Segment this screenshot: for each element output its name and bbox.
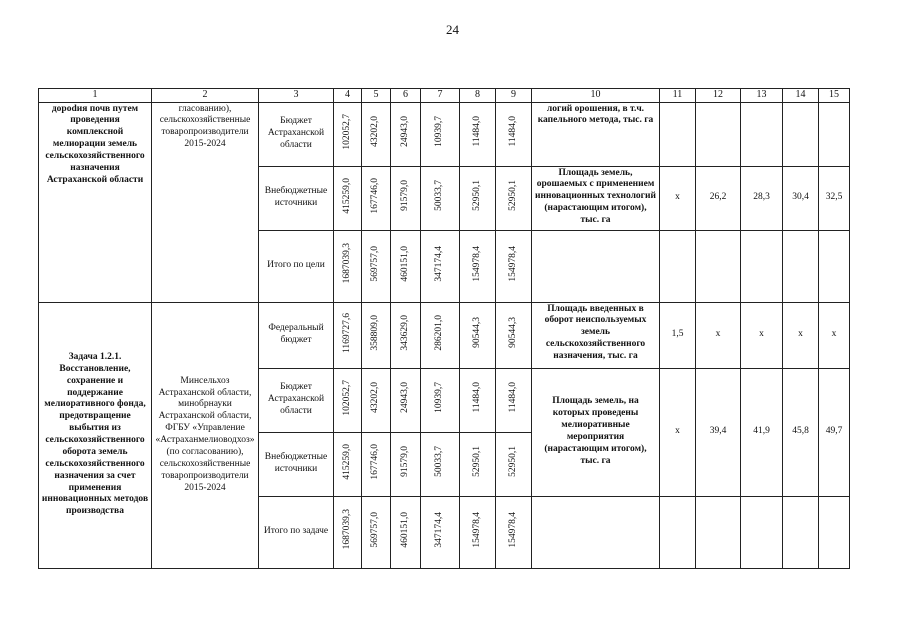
- value-text: 286201,0: [434, 314, 445, 351]
- page-number: 24: [446, 22, 459, 37]
- value-cell: [391, 432, 421, 496]
- source-cell: Бюджет Астраханской области: [259, 102, 334, 166]
- value-cell: [362, 166, 391, 230]
- value-text: 43202,0: [370, 382, 381, 413]
- indicator-value: x: [660, 368, 696, 496]
- value-cell: [362, 368, 391, 432]
- value-text: 154978,4: [471, 245, 482, 282]
- value-text: 52950,1: [507, 180, 518, 211]
- value-cell: [421, 368, 460, 432]
- value-cell: [460, 368, 496, 432]
- value-text: 343629,0: [399, 314, 410, 351]
- indicator-cell: [532, 230, 660, 302]
- source-cell: Внебюджетные источники: [259, 166, 334, 230]
- value-text: 167746,0: [370, 177, 381, 214]
- value-text: 1687039,3: [341, 509, 352, 550]
- value-cell: [391, 102, 421, 166]
- source-cell: Итого по задаче: [259, 496, 334, 568]
- value-text: 91579,0: [399, 446, 410, 477]
- indicator-cell: [532, 496, 660, 568]
- source-cell: Внебюджетные источники: [259, 432, 334, 496]
- value-text: 1169727,6: [341, 312, 352, 353]
- header-row: [39, 89, 850, 103]
- value-cell: [496, 102, 532, 166]
- header-cell: 6: [391, 89, 421, 103]
- value-cell: [421, 166, 460, 230]
- value-text: 460151,0: [399, 245, 410, 282]
- source-cell: Бюджет Астраханской области: [259, 368, 334, 432]
- value-cell: [362, 302, 391, 368]
- header-cell: 13: [741, 89, 783, 103]
- indicator-value: [819, 230, 850, 302]
- value-cell: [334, 496, 362, 568]
- value-text: 358809,0: [370, 314, 381, 351]
- indicator-value: [783, 102, 819, 166]
- indicator-value: 32,5: [819, 166, 850, 230]
- value-text: 1687039,3: [341, 243, 352, 284]
- indicator-value: [783, 496, 819, 568]
- header-cell: 10: [532, 89, 660, 103]
- header-cell: 9: [496, 89, 532, 103]
- value-text: 10939,7: [434, 116, 445, 147]
- header-cell: 15: [819, 89, 850, 103]
- value-text: 52950,1: [471, 180, 482, 211]
- indicator-cell: Площадь введенных в оборот неиспользуемых земель сельскохозяйственного назначения, тыс. га: [532, 302, 660, 368]
- indicator-value: 41,9: [741, 368, 783, 496]
- value-cell: [334, 166, 362, 230]
- value-cell: [460, 302, 496, 368]
- indicator-cell: Площадь земель, на которых проведены мелиоративные мероприятия (нарастающим итогом), тыс. га: [532, 368, 660, 496]
- value-text: 52950,1: [507, 446, 518, 477]
- header-cell: 14: [783, 89, 819, 103]
- indicator-value: [660, 230, 696, 302]
- value-cell: [362, 432, 391, 496]
- value-cell: [421, 496, 460, 568]
- value-text: 11484,0: [507, 116, 518, 147]
- value-text: 415259,0: [341, 443, 352, 480]
- value-text: 154978,4: [507, 245, 518, 282]
- header-cell: 2: [152, 89, 259, 103]
- source-cell: Федеральный бюджет: [259, 302, 334, 368]
- task-cell: Задача 1.2.1. Восстановление, сохранение и поддержание мелиоративного фонда, предотвращение выбытия из сельскохозяйственного оборота земель сельскохозяйственного назначения за счет применения инновационных методов производства: [39, 302, 152, 568]
- value-text: 43202,0: [370, 116, 381, 147]
- value-cell: [496, 432, 532, 496]
- value-text: 50033,7: [434, 446, 445, 477]
- value-cell: [496, 230, 532, 302]
- value-cell: [460, 496, 496, 568]
- value-cell: [460, 166, 496, 230]
- indicator-value: [741, 102, 783, 166]
- header-cell: 8: [460, 89, 496, 103]
- value-cell: [334, 302, 362, 368]
- value-cell: [391, 302, 421, 368]
- executor-cell: Минсельхоз Астраханской области, минобрнауки Астраханской области, ФГБУ «Управление «Астраханмелиоводхоз» (по согласованию), сельскохозяйственные товаропроизводители 2015-2024: [152, 302, 259, 568]
- value-cell: [421, 432, 460, 496]
- value-text: 52950,1: [471, 446, 482, 477]
- indicator-value: x: [819, 302, 850, 368]
- value-text: 347174,4: [434, 245, 445, 282]
- value-cell: [421, 302, 460, 368]
- executor-cell: гласованию), сельскохозяйственные товаропроизводители 2015-2024: [152, 102, 259, 302]
- value-cell: [421, 230, 460, 302]
- value-text: 50033,7: [434, 180, 445, 211]
- indicator-value: [696, 230, 741, 302]
- value-text: 102052,7: [341, 379, 352, 416]
- goal-cell: дорodия почв путем проведения комплексной мелиорации земель сельскохозяйственного назначения Астраханской области: [39, 102, 152, 302]
- value-text: 347174,4: [434, 511, 445, 548]
- value-cell: [334, 102, 362, 166]
- value-text: 11484,0: [471, 116, 482, 147]
- header-cell: 5: [362, 89, 391, 103]
- value-cell: [391, 496, 421, 568]
- value-cell: [496, 368, 532, 432]
- value-text: 11484,0: [471, 382, 482, 413]
- value-text: 11484,0: [507, 382, 518, 413]
- indicator-value: [660, 496, 696, 568]
- value-text: 569757,0: [370, 245, 381, 282]
- value-cell: [496, 496, 532, 568]
- value-cell: [496, 166, 532, 230]
- value-text: 91579,0: [399, 180, 410, 211]
- indicator-value: [783, 230, 819, 302]
- indicator-value: [819, 102, 850, 166]
- value-text: 167746,0: [370, 443, 381, 480]
- indicator-value: 28,3: [741, 166, 783, 230]
- value-text: 154978,4: [471, 511, 482, 548]
- indicator-cell: логий орошения, в т.ч. капельного метода, тыс. га: [532, 102, 660, 166]
- value-cell: [334, 230, 362, 302]
- program-table: [38, 88, 850, 569]
- value-cell: [334, 432, 362, 496]
- header-cell: 1: [39, 89, 152, 103]
- indicator-value: [696, 102, 741, 166]
- value-cell: [362, 230, 391, 302]
- value-cell: [334, 368, 362, 432]
- value-text: 154978,4: [507, 511, 518, 548]
- table-row: [39, 102, 850, 166]
- indicator-value: 30,4: [783, 166, 819, 230]
- value-cell: [496, 302, 532, 368]
- indicator-value: 1,5: [660, 302, 696, 368]
- value-text: 415259,0: [341, 177, 352, 214]
- indicator-value: 45,8: [783, 368, 819, 496]
- indicator-value: 26,2: [696, 166, 741, 230]
- indicator-value: x: [696, 302, 741, 368]
- indicator-value: 39,4: [696, 368, 741, 496]
- indicator-value: [696, 496, 741, 568]
- value-cell: [460, 230, 496, 302]
- indicator-value: [819, 496, 850, 568]
- value-cell: [460, 432, 496, 496]
- source-cell: Итого по цели: [259, 230, 334, 302]
- value-text: 90544,3: [471, 317, 482, 348]
- indicator-value: x: [741, 302, 783, 368]
- value-text: 10939,7: [434, 382, 445, 413]
- indicator-value: x: [660, 166, 696, 230]
- header-cell: 12: [696, 89, 741, 103]
- indicator-value: [660, 102, 696, 166]
- indicator-cell: Площадь земель, орошаемых с применением инновационных технологий (нарастающим итогом), тыс. га: [532, 166, 660, 230]
- value-cell: [362, 496, 391, 568]
- value-cell: [391, 166, 421, 230]
- header-cell: 3: [259, 89, 334, 103]
- value-cell: [362, 102, 391, 166]
- value-text: 90544,3: [507, 317, 518, 348]
- indicator-value: x: [783, 302, 819, 368]
- indicator-value: [741, 496, 783, 568]
- value-text: 569757,0: [370, 511, 381, 548]
- value-text: 460151,0: [399, 511, 410, 548]
- value-cell: [421, 102, 460, 166]
- header-cell: 11: [660, 89, 696, 103]
- table-row: [39, 302, 850, 368]
- value-cell: [391, 230, 421, 302]
- value-text: 24943,0: [399, 382, 410, 413]
- value-text: 24943,0: [399, 116, 410, 147]
- value-text: 102052,7: [341, 113, 352, 150]
- indicator-value: 49,7: [819, 368, 850, 496]
- value-cell: [460, 102, 496, 166]
- indicator-value: [741, 230, 783, 302]
- header-cell: 4: [334, 89, 362, 103]
- value-cell: [391, 368, 421, 432]
- header-cell: 7: [421, 89, 460, 103]
